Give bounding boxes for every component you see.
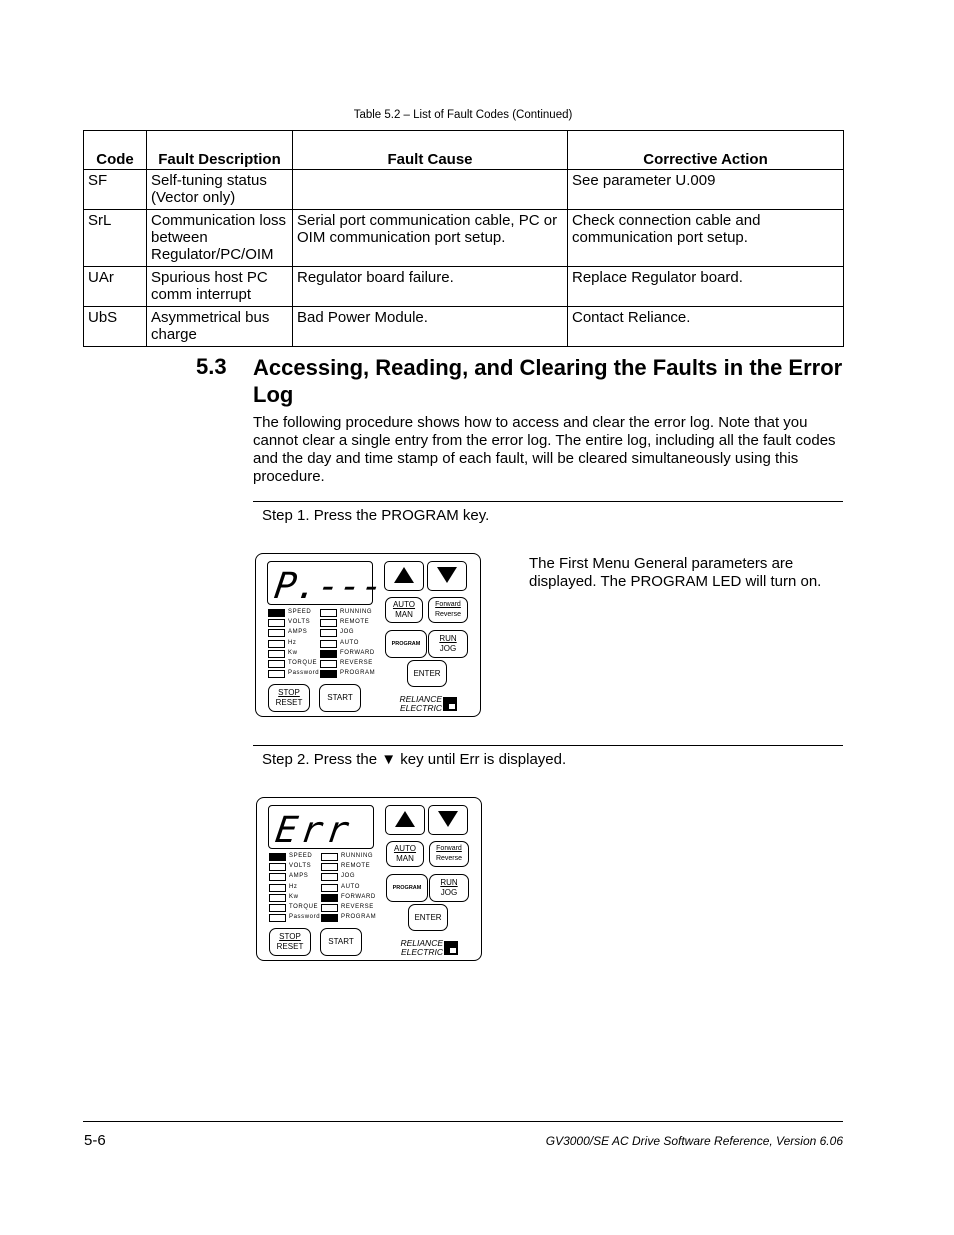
cell-code: SF [84, 170, 147, 210]
keypad-panel-step-2 [256, 797, 482, 961]
step-divider [253, 501, 843, 502]
run-jog-button[interactable] [428, 630, 468, 658]
stop-reset-button[interactable] [269, 928, 311, 956]
led-indicator-icon [321, 914, 338, 922]
led-indicator-icon [268, 650, 285, 658]
led-indicator-icon [269, 884, 286, 892]
led-label: AUTO [341, 883, 360, 890]
section-title: Accessing, Reading, and Clearing the Faults in the Error Log [253, 355, 843, 407]
reset-label: RESET [275, 698, 303, 707]
header-fault-cause: Fault Cause [293, 131, 568, 170]
table-row [84, 307, 844, 347]
brand-line-2: ELECTRIC [400, 947, 443, 957]
cell-action: See parameter U.009 [568, 170, 844, 210]
led-label: Hz [288, 639, 297, 646]
led-indicator-icon [268, 640, 285, 648]
led-label: Hz [289, 883, 298, 890]
led-label: SPEED [288, 609, 312, 615]
led-indicator-icon [269, 894, 286, 902]
triangle-down-icon [437, 567, 457, 583]
led-label: TORQUE [289, 904, 319, 910]
start-label: START [327, 693, 353, 702]
step-1-note: The First Menu General parameters are displayed. The PROGRAM LED will turn on. [529, 555, 822, 590]
led-label: AMPS [289, 873, 309, 880]
led-indicator-icon [269, 853, 286, 861]
auto-man-button[interactable] [386, 841, 424, 867]
led-label: Password [289, 914, 321, 921]
led-label: AMPS [288, 629, 308, 636]
table-row [84, 267, 844, 307]
up-arrow-button[interactable] [384, 561, 424, 591]
stop-label: STOP [278, 688, 300, 697]
enter-button[interactable] [408, 904, 448, 931]
footer-rule [83, 1121, 843, 1122]
led-indicator-icon [268, 619, 285, 627]
stop-label: STOP [279, 932, 301, 941]
forward-reverse-button[interactable] [428, 597, 468, 623]
cell-action: Check connection cable and communication port setup. [568, 210, 844, 267]
page-number: 5-6 [84, 1132, 106, 1149]
reverse-label: Reverse [435, 855, 463, 862]
step-2-label: Step 2. Press the ▼ key until Err is displayed. [262, 751, 567, 768]
led-label: VOLTS [288, 619, 311, 626]
led-indicator-icon [321, 853, 338, 861]
reliance-logo-icon [443, 697, 457, 711]
header-code: Code [84, 131, 147, 170]
led-indicator-icon [320, 660, 337, 668]
header-corrective-action: Corrective Action [568, 131, 844, 170]
brand-line-1: RELIANCE [399, 694, 442, 704]
led-label: PROGRAM [340, 670, 376, 677]
man-label: MAN [396, 854, 414, 863]
forward-reverse-button[interactable] [429, 841, 469, 867]
start-button[interactable] [320, 928, 362, 956]
led-label: AUTO [340, 639, 359, 646]
forward-label: Forward [435, 601, 461, 608]
cell-code: SrL [84, 210, 147, 267]
display-readout-err [269, 806, 373, 851]
led-label: REMOTE [340, 619, 370, 626]
header-fault-description: Fault Description [147, 131, 293, 170]
enter-button[interactable] [407, 660, 447, 687]
brand-line-1: RELIANCE [400, 938, 443, 948]
led-indicator-icon [268, 660, 285, 668]
footer-title: GV3000/SE AC Drive Software Reference, Version 6.06 [545, 1134, 843, 1148]
table-row [84, 170, 844, 210]
run-label: RUN [440, 878, 458, 887]
triangle-up-icon [395, 811, 415, 827]
program-button[interactable] [385, 630, 427, 658]
display-readout-p [268, 562, 387, 607]
reliance-electric-logo-text [380, 695, 442, 713]
led-indicator-icon [320, 650, 337, 658]
led-indicator-icon [321, 884, 338, 892]
stop-reset-button[interactable] [268, 684, 310, 712]
led-label: REVERSE [340, 660, 373, 666]
triangle-up-icon [394, 567, 414, 583]
led-indicator-icon [269, 873, 286, 881]
fault-code-table [83, 130, 844, 347]
cell-cause [293, 170, 568, 210]
led-indicator-icon [269, 863, 286, 871]
led-label: JOG [340, 629, 355, 636]
led-indicator-icon [269, 914, 286, 922]
led-label: TORQUE [288, 660, 318, 666]
run-label: RUN [439, 634, 457, 643]
led-label: Kw [288, 649, 298, 656]
led-label: FORWARD [340, 649, 375, 656]
reliance-electric-logo-text [381, 939, 443, 957]
led-indicator-icon [320, 670, 337, 678]
auto-man-button[interactable] [385, 597, 423, 623]
brand-line-2: ELECTRIC [399, 703, 442, 713]
run-jog-button[interactable] [429, 874, 469, 902]
section-number: 5.3 [196, 354, 227, 379]
enter-label: ENTER [413, 668, 441, 678]
step-divider [253, 745, 843, 746]
led-indicator-icon [268, 670, 285, 678]
step-1-label: Step 1. Press the PROGRAM key. [262, 507, 490, 524]
led-indicator-icon [320, 619, 337, 627]
enter-label: ENTER [414, 912, 442, 922]
reverse-label: Reverse [434, 611, 462, 618]
led-indicator-icon [320, 640, 337, 648]
led-label: RUNNING [341, 853, 374, 859]
cell-cause: Serial port communication cable, PC or OIM communication port setup. [293, 210, 568, 267]
program-button[interactable] [386, 874, 428, 902]
led-label: FORWARD [341, 893, 376, 900]
led-indicator-icon [321, 863, 338, 871]
cell-code: UbS [84, 307, 147, 347]
display-text: P.--- [271, 564, 387, 607]
jog-label: JOG [440, 888, 458, 897]
jog-label: JOG [439, 644, 457, 653]
program-label: PROGRAM [392, 885, 422, 891]
led-label: PROGRAM [341, 914, 377, 921]
display-text: Err [272, 808, 356, 851]
down-arrow-button[interactable] [428, 805, 468, 835]
led-indicator-icon [320, 629, 337, 637]
table-caption: Table 5.2 – List of Fault Codes (Continued) [353, 109, 573, 121]
led-label: SPEED [289, 853, 313, 859]
table-row [84, 210, 844, 267]
section-body: The following procedure shows how to access and clear the error log. Note that you cannot clear a single entry from the error log. The entire log, including all the fault codes and the day and time stamp of each fault, will be cleared simultaneously using this procedure. [253, 414, 836, 485]
forward-label: Forward [436, 845, 462, 852]
keypad-display [268, 805, 374, 849]
keypad-panel-step-1 [255, 553, 481, 717]
start-label: START [328, 937, 354, 946]
led-label: JOG [341, 873, 356, 880]
cell-description: Self-tuning status (Vector only) [147, 170, 293, 210]
led-label: REVERSE [341, 904, 374, 910]
keypad-display [267, 561, 387, 607]
cell-action: Contact Reliance. [568, 307, 844, 347]
led-label: RUNNING [340, 609, 373, 615]
led-indicator-icon [321, 904, 338, 912]
led-label: REMOTE [341, 863, 371, 870]
cell-cause: Regulator board failure. [293, 267, 568, 307]
led-indicator-icon [320, 609, 337, 617]
led-label: VOLTS [289, 863, 312, 870]
reliance-logo-icon [444, 941, 458, 955]
cell-description: Asymmetrical bus charge [147, 307, 293, 347]
led-indicator-icon [269, 904, 286, 912]
up-arrow-button[interactable] [385, 805, 425, 835]
man-label: MAN [395, 610, 413, 619]
reset-label: RESET [276, 942, 304, 951]
down-arrow-button[interactable] [427, 561, 467, 591]
auto-label: AUTO [392, 600, 416, 609]
cell-action: Replace Regulator board. [568, 267, 844, 307]
start-button[interactable] [319, 684, 361, 712]
cell-code: UAr [84, 267, 147, 307]
cell-cause: Bad Power Module. [293, 307, 568, 347]
led-indicator-icon [268, 609, 285, 617]
program-label: PROGRAM [391, 641, 421, 647]
led-label: Kw [289, 893, 299, 900]
led-indicator-icon [321, 894, 338, 902]
cell-description: Communication loss between Regulator/PC/OIM [147, 210, 293, 267]
triangle-down-icon [438, 811, 458, 827]
auto-label: AUTO [393, 844, 417, 853]
led-indicator-icon [321, 873, 338, 881]
led-label: Password [288, 670, 320, 677]
led-indicator-icon [268, 629, 285, 637]
cell-description: Spurious host PC comm interrupt [147, 267, 293, 307]
